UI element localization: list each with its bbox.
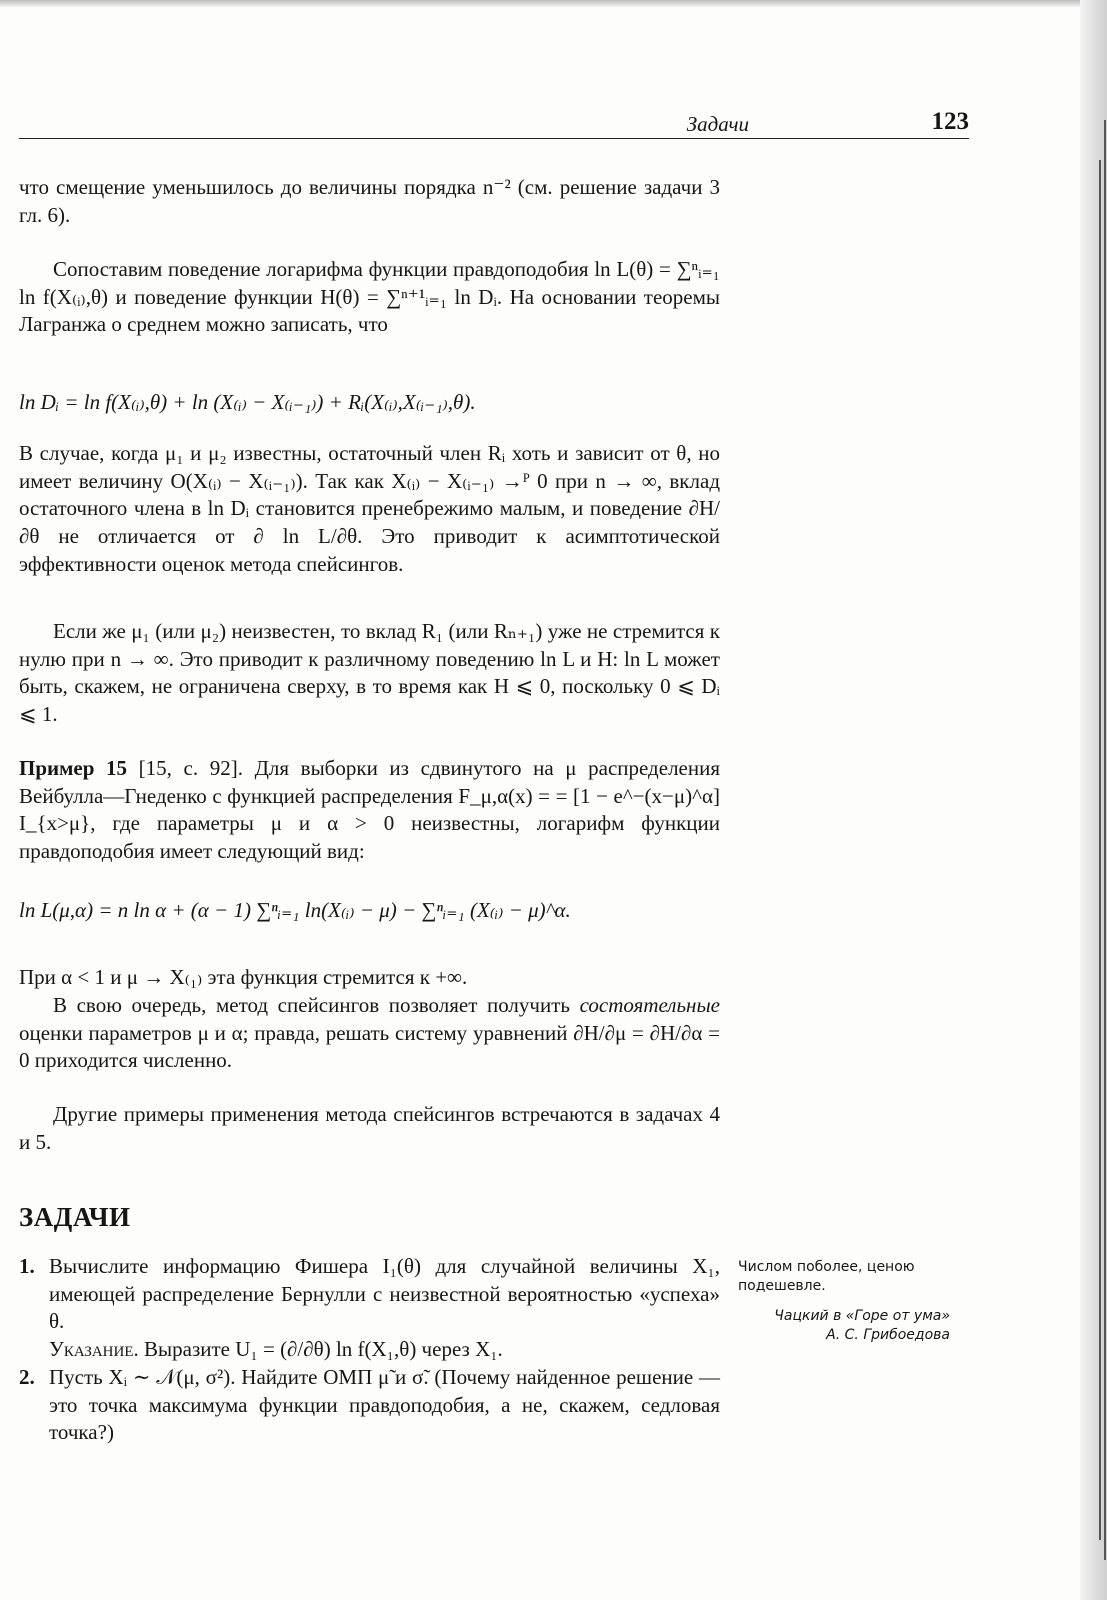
paragraph-7: [19, 1101, 720, 1156]
text-span: оценки параметров μ и α; правда, решать систему уравнений ∂H/∂μ = ∂H/∂α = 0 приходится численно.: [19, 1020, 720, 1073]
paragraph-6: [19, 992, 720, 1075]
paragraph-3: [19, 440, 720, 579]
running-header: [19, 108, 969, 139]
task-2: [19, 1364, 720, 1447]
attribution-line: А. С. Грибоедова: [826, 1327, 950, 1343]
edge-line: [1104, 120, 1106, 1560]
edge-line: [1099, 160, 1101, 1540]
hint-text: Выразите U₁ = (∂/∂θ) ln f(X₁,θ) через X₁.: [138, 1337, 503, 1362]
paragraph-text: Если же μ₁ (или μ₂) неизвестен, то вклад R₁ (или Rₙ₊₁) уже не стремится к нулю при n → ∞. Это приводит к различному поведению ln L и H: ln L может быть, скажем, не ограничена сверху, в то время как H ⩽ 0, поскольку 0 ⩽ Dᵢ ⩽ 1.: [19, 619, 720, 727]
text-span: В свою очередь, метод спейсингов позволяет получить: [53, 993, 580, 1017]
paragraph-text: [19, 992, 720, 1075]
epigraph-attribution: [738, 1307, 950, 1345]
example-text: [19, 755, 720, 866]
paragraph-text: Сопоставим поведение логарифма функции правдоподобия ln L(θ) = ∑ⁿᵢ₌₁ ln f(X₍ᵢ₎,θ) и поведение функции H(θ) = ∑ⁿ⁺¹ᵢ₌₁ ln Dᵢ. На основании теоремы Лагранжа о среднем можно записать, что: [19, 257, 720, 337]
formula-log-likelihood: ln L(μ,α) = n ln α + (α − 1) ∑ⁿᵢ₌₁ ln(X₍ᵢ₎ − μ) − ∑ⁿᵢ₌₁ (X₍ᵢ₎ − μ)^α.: [19, 898, 571, 922]
task-1: [19, 1253, 720, 1364]
paragraph-2: [19, 256, 720, 339]
example-15: [19, 755, 720, 866]
task-body: Вычислите информацию Фишера I₁(θ) для случайной величины X₁, имеющей распределение Бернулли с неизвестной вероятностью «успеха» θ.: [49, 1254, 720, 1334]
paragraph-4: [19, 618, 720, 729]
task-number: 1.: [19, 1254, 35, 1278]
section-heading: ЗАДАЧИ: [19, 1202, 131, 1232]
paragraph-text: При α < 1 и μ → X₍₁₎ эта функция стремится к +∞.: [19, 965, 468, 989]
paragraph-text: что смещение уменьшилось до величины порядка n⁻² (см. решение задачи 3 гл. 6).: [19, 175, 720, 227]
running-header-title: Задачи: [686, 112, 749, 136]
example-label: Пример 15: [19, 756, 128, 780]
task-number: 2.: [19, 1365, 35, 1389]
example-body: [15, с. 92]. Для выборки из сдвинутого на μ распределения Вейбулла—Гнеденко с функцией распределения F_μ,α(x) = = [1 − e^−(x−μ)^α] I_{x>μ}, где параметры μ и α > 0 неизвестны, логарифм функции правдоподобия имеет следующий вид:: [19, 756, 721, 864]
task-text: Пусть Xᵢ ∼ 𝒩(μ, σ²). Найдите ОМП μ̃ и σ̃. (Почему найденное решение — это точка максимума функции правдоподобия, а не, скажем, седловая точка?): [49, 1365, 720, 1445]
formula-ln-d: ln Dᵢ = ln f(X₍ᵢ₎,θ) + ln (X₍ᵢ₎ − X₍ᵢ₋₁₎) + Rᵢ(X₍ᵢ₎,X₍ᵢ₋₁₎,θ).: [19, 390, 476, 414]
page-number: 123: [931, 108, 969, 135]
task-text: [49, 1253, 720, 1364]
page-top-edge: [0, 0, 1107, 7]
hint-label: Указание.: [49, 1337, 139, 1362]
paragraph-text: Другие примеры применения метода спейсингов встречаются в задачах 4 и 5.: [19, 1102, 720, 1154]
page-binding-edge: [1080, 0, 1107, 1600]
emphasis: состоятельные: [579, 993, 720, 1017]
attribution-line: Чацкий в «Горе от ума»: [774, 1308, 950, 1324]
epigraph-quote: Числом поболее, ценою подешевле.: [738, 1259, 915, 1294]
paragraph-5: [19, 964, 720, 992]
paragraph-text: В случае, когда μ₁ и μ₂ известны, остаточный член Rᵢ хоть и зависит от θ, но имеет величину O(X₍ᵢ₎ − X₍ᵢ₋₁₎). Так как X₍ᵢ₎ − X₍ᵢ₋₁₎ →ᴾ 0 при n → ∞, вклад остаточного члена в ln Dᵢ становится пренебрежимо малым, и поведение ∂H/∂θ не отличается от ∂ ln L/∂θ. Это приводит к асимптотической эффективности оценок метода спейсингов.: [19, 441, 720, 576]
paragraph-1: [19, 174, 720, 229]
